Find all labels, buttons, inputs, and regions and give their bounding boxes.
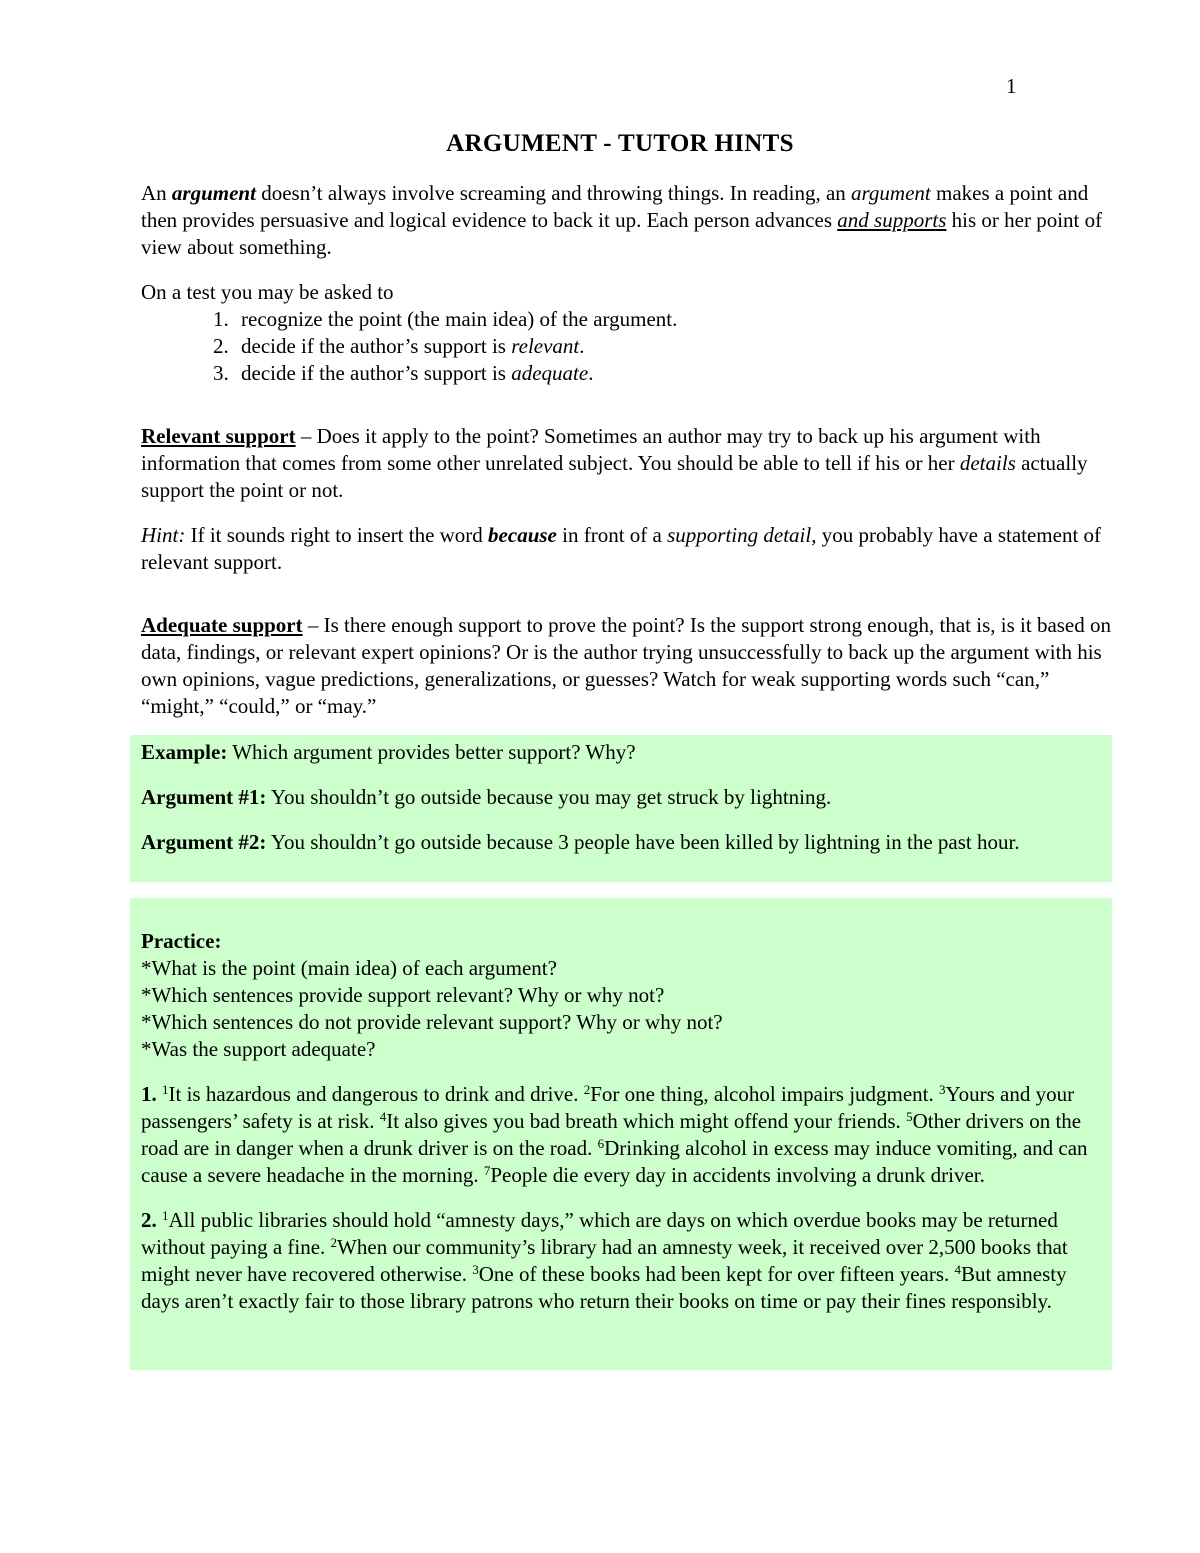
- list-item-emphasis: relevant: [511, 334, 580, 358]
- sentence-number: 4: [379, 1109, 387, 1124]
- sentence: For one thing, alcohol impairs judgment.: [590, 1082, 940, 1106]
- sentence: One of these books had been kept for over fifteen years.: [478, 1262, 955, 1286]
- practice-question: *What is the point (main idea) of each argument?: [141, 956, 557, 980]
- practice-question: *Which sentences provide support relevant? Why or why not?: [141, 983, 665, 1007]
- practice-content: [141, 928, 1101, 1315]
- sentence: But amnesty days aren’t exactly fair to those library patrons who return their books on time or pay their fines responsibly.: [141, 1262, 1067, 1313]
- argument-2-label: Argument #2:: [141, 830, 267, 854]
- practice-passage-1: [141, 1081, 1101, 1189]
- relevant-support-text: – Does it apply to the point? Sometimes an author may try to back up his argument with information that comes from some other unrelated subject. You should be able to tell if his or her: [141, 424, 1041, 475]
- list-number: 3.: [213, 361, 229, 385]
- list-item: [213, 360, 1093, 387]
- hint-text: If it sounds right to insert the word: [185, 523, 489, 547]
- hint-label: Hint:: [141, 523, 186, 547]
- sentence-number: 1: [162, 1208, 169, 1223]
- list-item: [213, 333, 1093, 360]
- practice-label: Practice:: [141, 929, 222, 953]
- example-label: Example:: [141, 740, 228, 764]
- intro-paragraph: [141, 180, 1116, 261]
- list-number: 1.: [213, 307, 229, 331]
- hint-section: [141, 522, 1116, 576]
- sentence: Yours and your passengers’ safety is at risk.: [141, 1082, 1075, 1133]
- list-item-emphasis: adequate: [511, 361, 589, 385]
- hint-emphasis: supporting detail: [667, 523, 812, 547]
- relevant-support-emphasis: details: [959, 451, 1016, 475]
- argument-2: [141, 829, 1101, 856]
- sentence-number: 3: [939, 1082, 946, 1097]
- hint-keyword: because: [488, 523, 557, 547]
- intro-term-argument: argument: [851, 181, 931, 205]
- sentence-number: 3: [472, 1262, 479, 1277]
- sentence-number: 4: [954, 1262, 962, 1277]
- sentence-number: 6: [597, 1136, 605, 1151]
- adequate-support-text: – Is there enough support to prove the point? Is the support strong enough, that is, is it based on data, findings, or relevant expert opinions? Or is the author trying unsuccessfully to back up the argument with his own opinions, vague predictions, generalizations, or guesses? Watch for weak supporting words such “can,” “might,” “could,” or “may.”: [141, 613, 1112, 718]
- intro-text: An: [141, 181, 172, 205]
- page-number: 1: [1006, 74, 1017, 98]
- example-box: [130, 735, 1112, 882]
- test-intro: On a test you may be asked to: [141, 280, 394, 304]
- list-item-text: decide if the author’s support is: [241, 361, 512, 385]
- intro-text: his or her point of view about something.: [141, 208, 1103, 259]
- sentence: People die every day in accidents involving a drunk driver.: [490, 1163, 985, 1187]
- relevant-support-text: actually support the point or not.: [141, 451, 1088, 502]
- intro-text: doesn’t always involve screaming and throwing things. In reading, an: [255, 181, 852, 205]
- intro-emphasis: and supports: [837, 208, 947, 232]
- intro-text: makes a point and then provides persuasive and logical evidence to back it up. Each person advances: [141, 181, 1089, 232]
- list-number: 2.: [213, 334, 229, 358]
- argument-1-label: Argument #1:: [141, 785, 267, 809]
- relevant-support-section: [141, 423, 1116, 504]
- sentence: Other drivers on the road are in danger when a drunk driver is on the road.: [141, 1109, 1082, 1160]
- example-content: [141, 739, 1101, 856]
- test-list: [213, 306, 1093, 387]
- sentence-number: 2: [583, 1082, 591, 1097]
- adequate-support-section: [141, 612, 1116, 720]
- argument-1-text: You shouldn’t go outside because you may get struck by lightning.: [266, 785, 832, 809]
- example-question-text: Which argument provides better support? Why?: [227, 740, 636, 764]
- list-item: [213, 306, 1093, 333]
- list-item-text: .: [579, 334, 585, 358]
- page-title: ARGUMENT - TUTOR HINTS: [446, 130, 794, 157]
- hint-text: , you probably have a statement of relevant support.: [141, 523, 1102, 574]
- sentence-number: 1: [162, 1082, 169, 1097]
- argument-2-text: You shouldn’t go outside because 3 people have been killed by lightning in the past hour.: [266, 830, 1020, 854]
- relevant-support-heading: Relevant support: [141, 424, 296, 448]
- sentence: When our community’s library had an amnesty week, it received over 2,500 books that might never have recovered otherwise.: [141, 1235, 1068, 1286]
- practice-question: *Which sentences do not provide relevant support? Why or why not?: [141, 1010, 723, 1034]
- argument-1: [141, 784, 1101, 811]
- sentence: Drinking alcohol in excess may induce vomiting, and can cause a severe headache in the morning.: [141, 1136, 1088, 1187]
- practice-question: *Was the support adequate?: [141, 1037, 376, 1061]
- list-item-text: .: [588, 361, 594, 385]
- sentence: It also gives you bad breath which might offend your friends.: [386, 1109, 907, 1133]
- hint-text: in front of a: [556, 523, 668, 547]
- sentence-number: 7: [483, 1163, 491, 1178]
- adequate-support-heading: Adequate support: [141, 613, 303, 637]
- sentence-number: 5: [906, 1109, 913, 1124]
- sentence-number: 2: [330, 1235, 338, 1250]
- example-question: [141, 739, 1101, 766]
- list-item-text: decide if the author’s support is: [241, 334, 512, 358]
- intro-term-argument: argument: [171, 181, 256, 205]
- sentence: All public libraries should hold “amnesty days,” which are days on which overdue books may be returned without paying a fine.: [141, 1208, 1058, 1259]
- practice-passage-2: [141, 1207, 1101, 1315]
- sentence: It is hazardous and dangerous to drink and drive.: [168, 1082, 584, 1106]
- list-item-text: recognize the point (the main idea) of the argument.: [241, 307, 678, 331]
- passage-number: 1.: [141, 1082, 157, 1106]
- passage-number: 2.: [141, 1208, 157, 1232]
- practice-box: [130, 898, 1112, 1370]
